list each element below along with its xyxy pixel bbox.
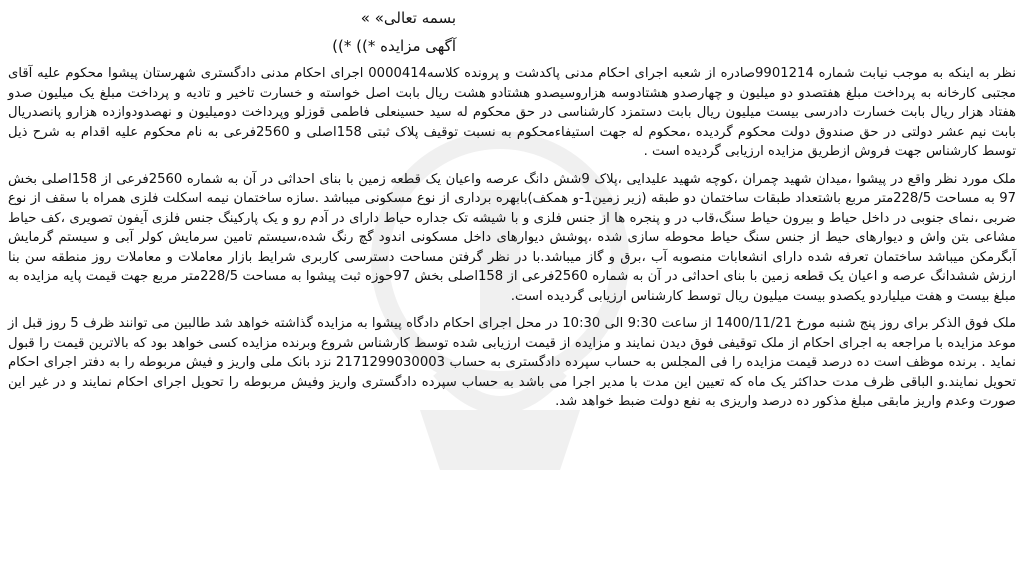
paragraph-property-description: ملک مورد نظر واقع در پیشوا ،میدان شهید چمران ،کوچه شهید علیدایی ،پلاک 9شش دانگ عرصه واعیان یک قطعه زمین با بنای احداثی در آن به شماره 2560فرعی از 158اصلی بخش 97 به مساحت 228/5متر مربع باشتعداد طبقات ساختمان دو طبقه (زیر زمین1-و همکف)بابهره برداری از نوع مسکونی میباشد .سازه ساختمان نیمه اسکلت فلزی همراه با سقف از نوع ضربی ،نمای جنوبی در داخل حیاط و بیرون حیاط سنگ،قاب در و پنجره ها از جنس فلزی و با شیشه تک جداره حیاط دارای در آدم رو و یک پارکینگ جنس فلزی آیفون تصویری ،کف حیاط مشاعی بتن واش و دیوارهای حیط از جنس سنگ حیاط محوطه سازی شده ،پوشش دیوارهای داخل مسکونی اندود گچ رنگ شده،سیستم تامین سرمایش کولر آبی و سیستم گرمایش آبگرمکن میباشد ساختمان تعرفه شده دارای انشعابات منصوبه آب ،برق و گاز میباشد.با در نظر گرفتن مساحت دسترسی کاربری شرایط بازار معاملات و معاملات روز منطقه سن بنا ارزش ششدانگ عرصه و اعیان یک قطعه زمین با بنای احداثی در آن به شماره 2560فرعی از 158اصلی بخش 97حوزه ثبت پیشوا به مساحت 228/5متر مربع جهت قیمت پایه مزایده به مبلغ بیست و هفت میلیاردو یکصدو بیست میلیون ریال توسط کارشناس ارزیابی گردیده است.	[8, 171, 1017, 304]
notice-header	[8, 4, 1016, 60]
paragraph-auction-terms: ملک فوق الذکر برای روز پنج شنبه مورخ 1400/11/21 از ساعت 9:30 الی 10:30 در محل اجرای احکام دادگاه پیشوا به مزایده گذاشته خواهد شد طالبین می توانند ظرف 5 روز قبل از موعد مزایده با مراجعه به اجرای احکام از ملک توقیفی فوق دیدن نمایند و مزایده از قیمت ارزیابی شده توسط کارشناس شروع وبرنده مزایده کسی خواهد بود که بالاترین قیمت را قبول نماید . برنده موظف است ده درصد قیمت مزایده را فی المجلس به حساب سپرده دادگستری به حساب 2171299030003 نزد بانک ملی واریز و فیش مربوطه را به دفتر اجرای احکام تحویل نمایند.و الباقی ظرف مدت حداکثر یک ماه که تعیین این مدت با مدیر اجرا می باشد به حساب سپرده دادگستری واریز وفیش مربوطه را تحویل اجرای احکام نمایند و در غیر این صورت وعدم واریز مابقی مبلغ مذکور ده درصد واریزی به نفع دولت ضبط خواهد شد.	[8, 316, 1017, 409]
paragraph-judgment: نظر به اینکه به موجب نیابت شماره 9901214صادره از شعبه اجرای احکام مدنی پاکدشت و پرونده کلاسه0000414 اجرای احکام مدنی دادگستری شهرستان پیشوا محکوم علیه آقای مجتبی کارخانه به پرداخت مبلغ هفتصدو دو میلیون و چهارصدو هشتادوسه هزاروسیصدو هشتادو هشت ریال بابت اصل خواسته و خسارت تاخیر و تادیه و پرداخت مبلغ یک میلیون صدو هفتاد هزار ریال بابت خسارت دادرسی بیست میلیون ریال بابت دستمزد کارشناسی در حق محکوم له سید حسینعلی فاطمی قوزلو وپرداخت دومیلیون و نهصدودوازده هزارو پانصدریال بابت نیم عشر دولتی در حق صندوق دولت محکوم گردیده ،محکوم له جهت استیفاءمحکوم به نسبت توقیف پلاک ثبتی 158اصلی و 2560فرعی به نام محکوم علیه اقدام به شرح ذیل توسط کارشناس جهت فروش ازطریق مزایده ارزیابی گردیده است .	[8, 66, 1016, 159]
notice-title: آگهی مزایده *)) *))	[332, 37, 456, 55]
bismillah-line: بسمه تعالی» »	[360, 9, 456, 27]
auction-notice-document	[8, 4, 1016, 420]
